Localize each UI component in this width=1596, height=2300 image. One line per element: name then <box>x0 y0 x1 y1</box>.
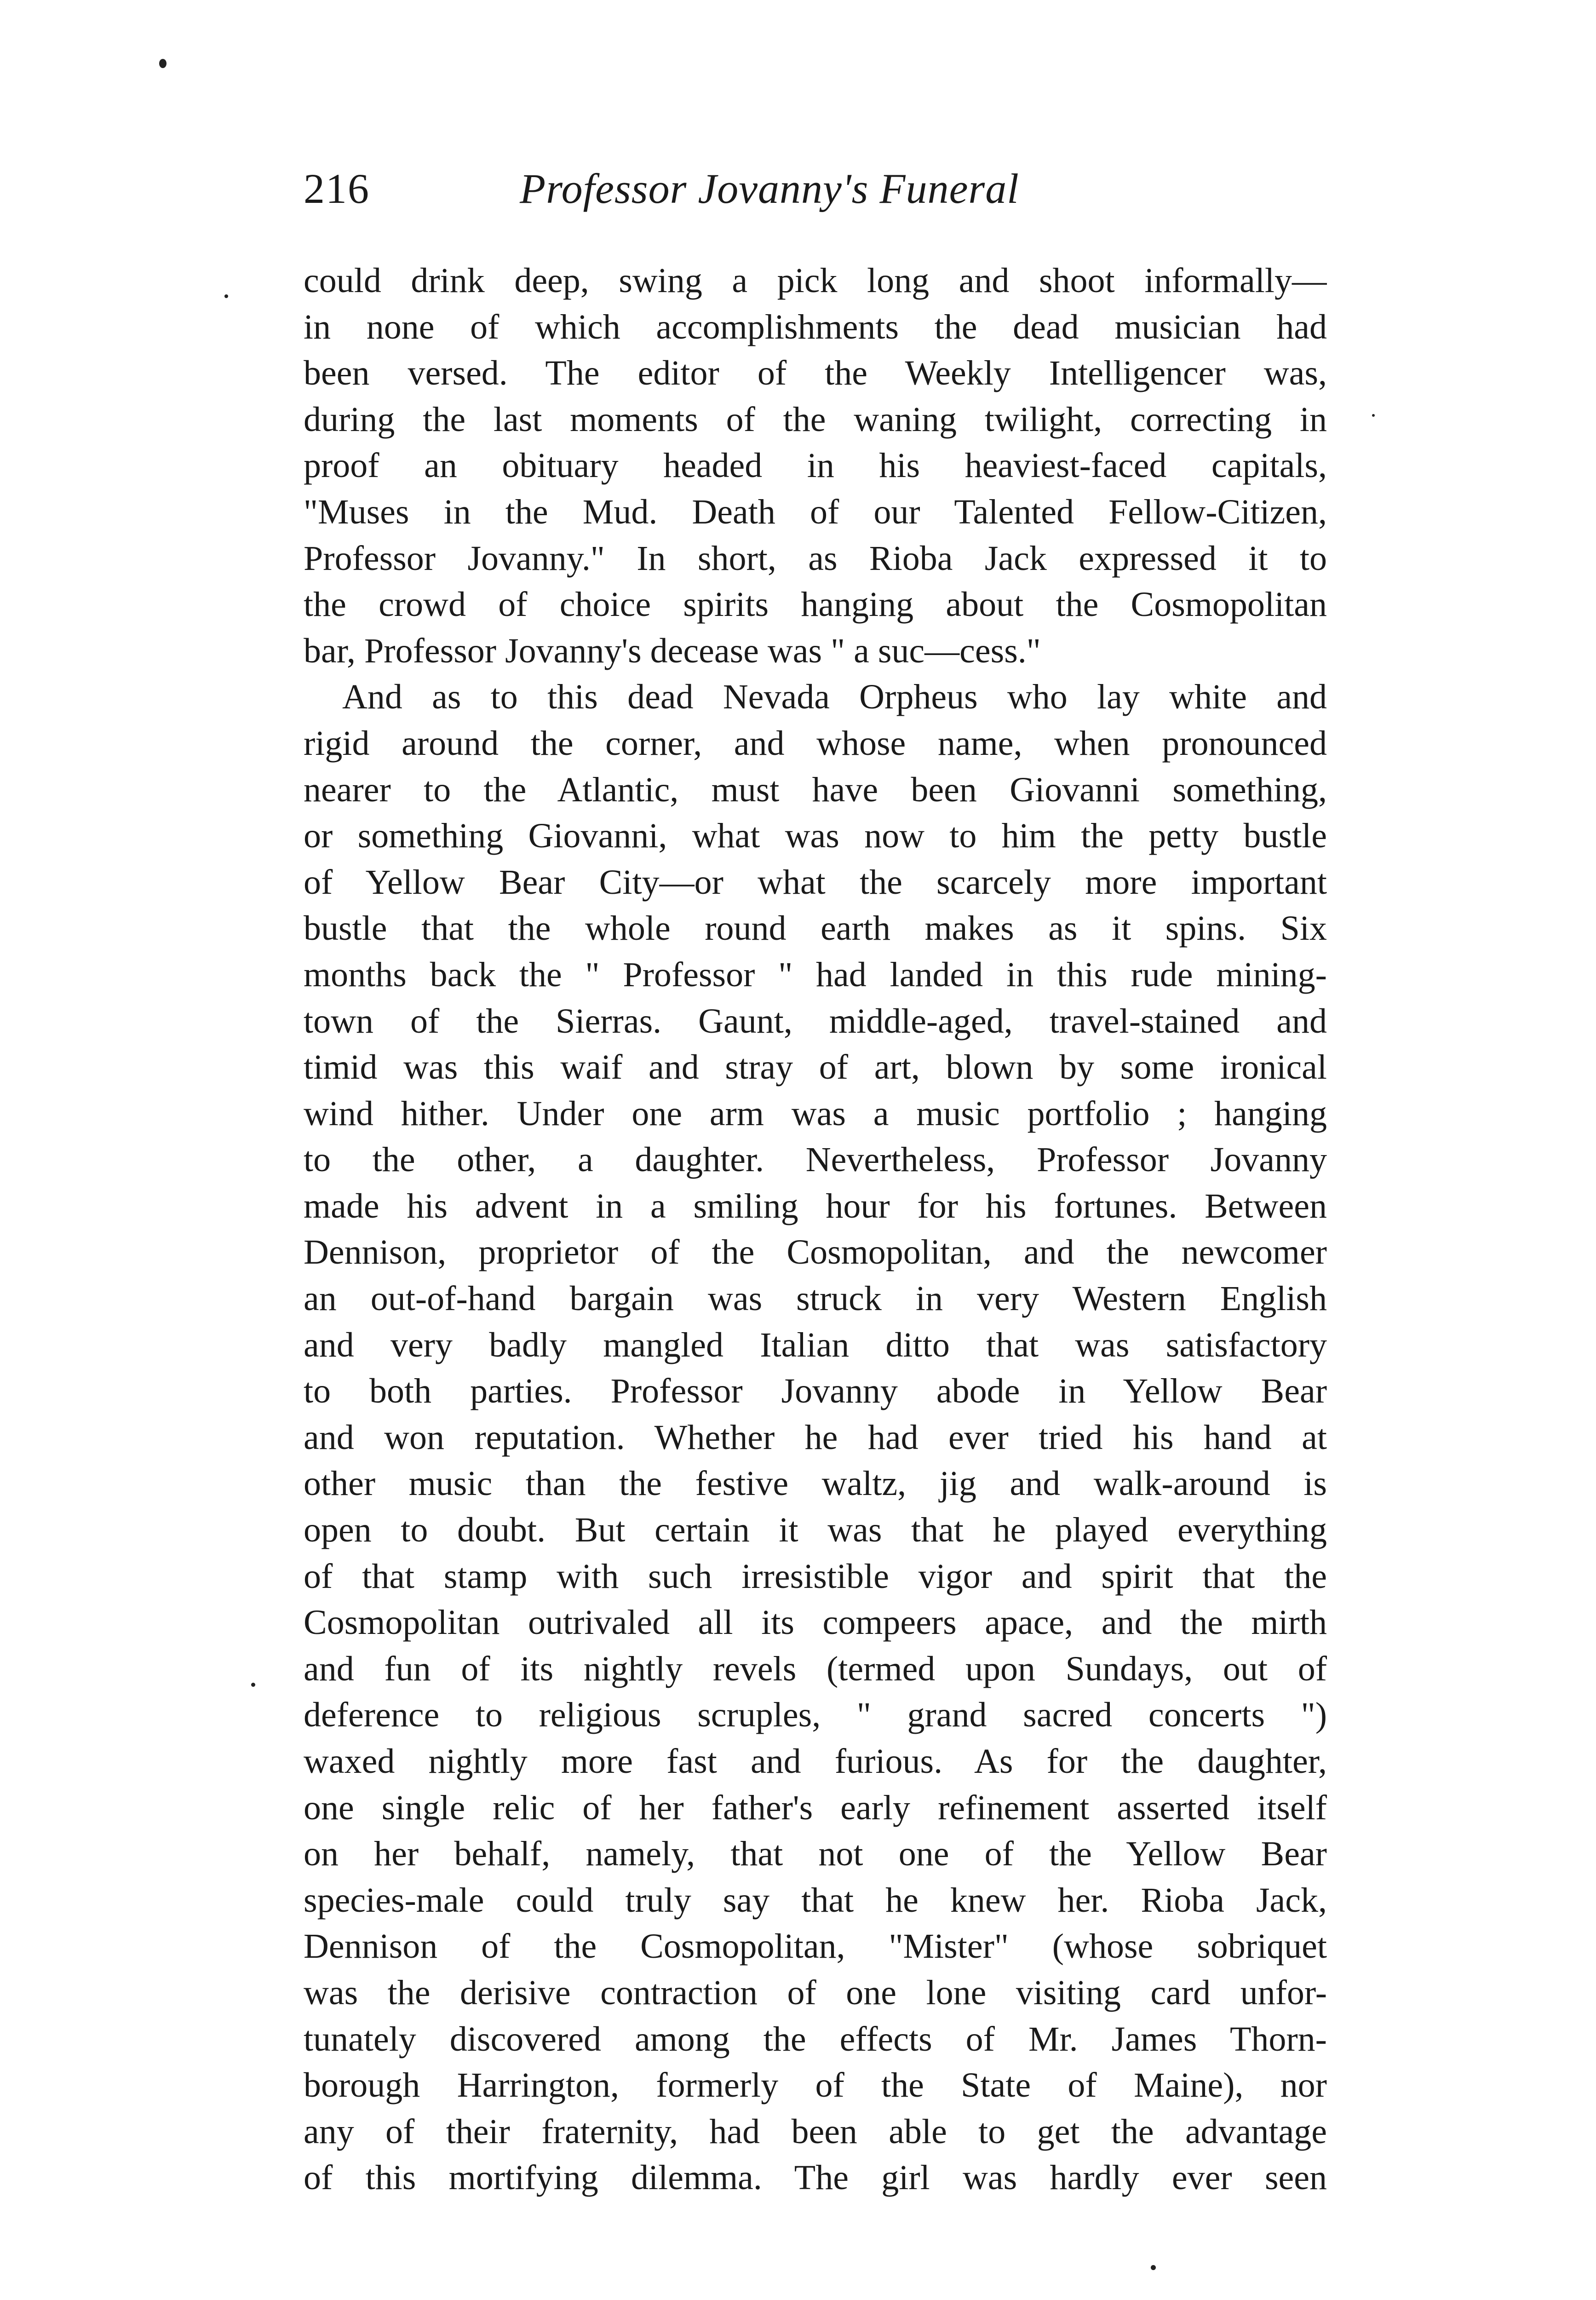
text-line: Dennison, proprietor of the Cosmopolitan, and the newcomer <box>304 1233 1327 1272</box>
text-line: in none of which accomplishments the dead musician had <box>304 307 1327 346</box>
ink-speck <box>159 59 166 68</box>
text-line: wind hither. Under one arm was a music portfolio ; hanging <box>304 1094 1327 1133</box>
text-line: on her behalf, namely, that not one of the Yellow Bear <box>304 1834 1327 1874</box>
text-line: And as to this dead Nevada Orpheus who lay white and <box>342 678 1327 717</box>
text-line: and very badly mangled Italian ditto that was satisfactory <box>304 1325 1327 1364</box>
ink-speck <box>1372 414 1375 417</box>
text-line: during the last moments of the waning twilight, correcting in <box>304 400 1327 439</box>
text-line: nearer to the Atlantic, must have been Giovanni something, <box>304 770 1327 809</box>
text-line: bustle that the whole round earth makes as it spins. Six <box>304 909 1327 948</box>
ink-speck <box>1151 2265 1156 2270</box>
text-line: been versed. The editor of the Weekly Intelligencer was, <box>304 354 1327 393</box>
text-line: tunately discovered among the effects of Mr. James Thorn- <box>304 2019 1327 2058</box>
text-line: and fun of its nightly revels (termed upon Sundays, out of <box>304 1649 1327 1688</box>
text-line: waxed nightly more fast and furious. As for the daughter, <box>304 1742 1327 1781</box>
text-line: rigid around the corner, and whose name, when pronounced <box>304 724 1327 763</box>
text-line: species-male could truly say that he knew her. Rioba Jack, <box>304 1880 1327 1920</box>
text-line: or something Giovanni, what was now to him the petty bustle <box>304 816 1327 856</box>
text-line: the crowd of choice spirits hanging about the Cosmopolitan <box>304 585 1327 624</box>
text-line: any of their fraternity, had been able to get the advantage <box>304 2112 1327 2151</box>
text-line: other music than the festive waltz, jig and walk-around is <box>304 1464 1327 1503</box>
text-line: to the other, a daughter. Nevertheless, Professor Jovanny <box>304 1140 1327 1179</box>
text-line: Cosmopolitan outrivaled all its compeers apace, and the mirth <box>304 1603 1327 1642</box>
running-title: Professor Jovanny's Funeral <box>520 165 1019 212</box>
text-line: made his advent in a smiling hour for his fortunes. Between <box>304 1186 1327 1225</box>
text-line: of that stamp with such irresistible vigor and spirit that the <box>304 1557 1327 1596</box>
page-number: 216 <box>304 165 370 212</box>
text-line: Professor Jovanny." In short, as Rioba Jack expressed it to <box>304 539 1327 578</box>
text-line: open to doubt. But certain it was that he played everything <box>304 1511 1327 1550</box>
text-line: to both parties. Professor Jovanny abode in Yellow Bear <box>304 1372 1327 1411</box>
text-line: one single relic of her father's early refinement asserted itself <box>304 1788 1327 1827</box>
text-line: months back the " Professor " had landed in this rude mining- <box>304 955 1327 994</box>
text-line: an out-of-hand bargain was struck in very Western English <box>304 1279 1327 1318</box>
text-line: of Yellow Bear City—or what the scarcely more important <box>304 862 1327 902</box>
text-line: could drink deep, swing a pick long and shoot informally— <box>304 261 1327 300</box>
body-text <box>304 258 1327 2201</box>
text-line: Dennison of the Cosmopolitan, "Mister" (whose sobriquet <box>304 1927 1327 1966</box>
text-line: of this mortifying dilemma. The girl was hardly ever seen <box>304 2158 1327 2197</box>
ink-speck <box>251 1683 255 1687</box>
running-head <box>304 156 1334 221</box>
text-line: borough Harrington, formerly of the State of Maine), nor <box>304 2066 1327 2105</box>
text-line: bar, Professor Jovanny's decease was " a suc—cess." <box>304 631 1041 670</box>
text-line: town of the Sierras. Gaunt, middle-aged, travel-stained and <box>304 1001 1327 1041</box>
text-line: deference to religious scruples, " grand sacred concerts ") <box>304 1696 1327 1735</box>
text-line: and won reputation. Whether he had ever tried his hand at <box>304 1418 1327 1457</box>
ink-speck <box>224 294 228 298</box>
text-line: "Muses in the Mud. Death of our Talented Fellow-Citizen, <box>304 492 1327 531</box>
text-line: was the derisive contraction of one lone visiting card unfor- <box>304 1973 1327 2012</box>
text-line: proof an obituary headed in his heaviest-faced capitals, <box>304 446 1327 485</box>
text-line: timid was this waif and stray of art, blown by some ironical <box>304 1048 1327 1087</box>
